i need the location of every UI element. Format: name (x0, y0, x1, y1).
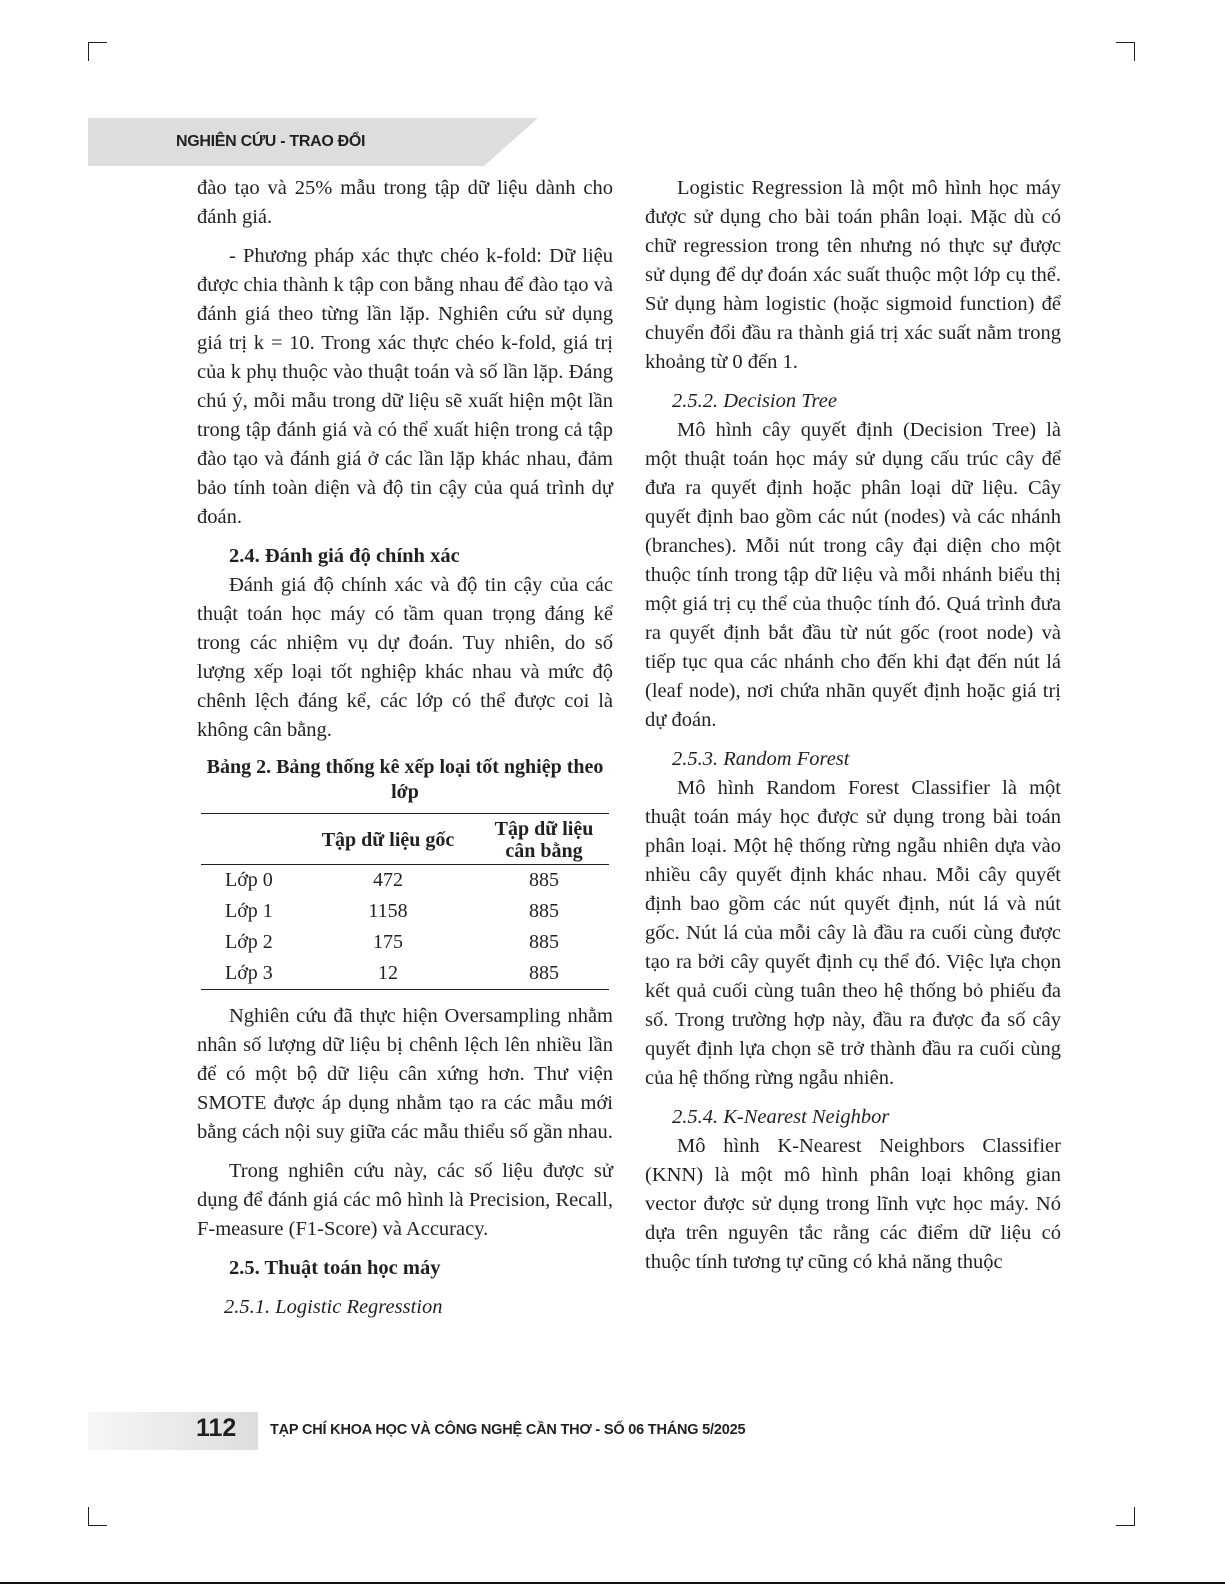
paragraph-random-forest: Mô hình Random Forest Classifier là một thuật toán máy học được sử dụng trong bài toán phân loại. Một hệ thống rừng ngẫu nhiên dựa vào nhiều cây quyết định khác nhau. Mỗi cây quyết định bao gồm các nút quyết định, nút lá và nút gốc. Nút lá của mỗi cây là đầu ra cuối cùng được tạo ra bởi cây quyết định cụ thể đó. Việc lựa chọn kết quả cuối cùng tuân theo hệ thống bỏ phiếu đa số. Trong trường hợp này, đầu ra được đa số cây quyết định lựa chọn sẽ trở thành đầu ra cuối cùng của hệ thống rừng ngẫu nhiên. (645, 777, 1061, 1089)
crop-mark-bottom-left (88, 1507, 107, 1526)
graduation-table (201, 813, 609, 990)
paragraph-oversampling: Nghiên cứu đã thực hiện Oversampling nhằm nhân số lượng dữ liệu bị chênh lệch lên nhiều lần để có một bộ dữ liệu cân xứng hơn. Thư viện SMOTE được áp dụng nhằm tạo ra các mẫu mới bằng cách nội suy giữa các mẫu thiểu số gần nhau. (197, 1005, 613, 1143)
heading-2-4: 2.4. Đánh giá độ chính xác (229, 545, 460, 567)
table-cell: Lớp 3 (225, 962, 273, 984)
crop-mark-top-left (88, 42, 107, 61)
table-cell: Lớp 2 (225, 931, 273, 953)
table-caption: Bảng 2. Bảng thống kê xếp loại tốt nghiệp theo lớp (206, 756, 604, 803)
heading-2-5-1: 2.5.1. Logistic Regresstion (224, 1296, 443, 1318)
paragraph-accuracy: Đánh giá độ chính xác và độ tin cậy của các thuật toán học máy có tầm quan trọng đáng kể trong các nhiệm vụ dự đoán. Tuy nhiên, do số lượng xếp loại tốt nghiệp khác nhau và mức độ chênh lệch đáng kể, các lớp có thể được coi là không cân bằng. (197, 574, 613, 741)
paragraph-continued: đào tạo và 25% mẫu trong tập dữ liệu dành cho đánh giá. (197, 177, 613, 228)
crop-mark-bottom-right (1116, 1507, 1135, 1526)
table-cell: Lớp 1 (225, 900, 273, 922)
table-cell: 1158 (368, 900, 408, 922)
table-header-cell: Tập dữ liệu cân bằng (494, 818, 594, 862)
table-row (201, 927, 609, 958)
table-cell: 175 (373, 931, 403, 953)
journal-title: TẠP CHÍ KHOA HỌC VÀ CÔNG NGHỆ CẦN THƠ - SỐ 06 THÁNG 5/2025 (270, 1422, 746, 1438)
crop-mark-top-right (1116, 42, 1135, 61)
paragraph-logistic: Logistic Regression là một mô hình học máy được sử dụng cho bài toán phân loại. Mặc dù có chữ regression trong tên nhưng nó thực sự được sử dụng để dự đoán xác suất thuộc một lớp cụ thể. Sử dụng hàm logistic (hoặc sigmoid function) để chuyển đổi đầu ra thành giá trị xác suất nằm trong khoảng từ 0 đến 1. (645, 177, 1061, 373)
paragraph-metrics: Trong nghiên cứu này, các số liệu được sử dụng để đánh giá các mô hình là Precision, Recall, F-measure (F1-Score) và Accuracy. (197, 1160, 613, 1240)
heading-2-5-2: 2.5.2. Decision Tree (672, 390, 837, 412)
paragraph-decision-tree: Mô hình cây quyết định (Decision Tree) là một thuật toán học máy sử dụng cấu trúc cây để đưa ra quyết định hoặc phân loại dữ liệu. Cây quyết định bao gồm các nút (nodes) và các nhánh (branches). Mỗi nút trong cây đại diện cho một thuộc tính trong tập dữ liệu và mỗi nhánh biểu thị một giá trị cụ thể của thuộc tính đó. Quá trình đưa ra quyết định bắt đầu từ nút gốc (root node) và tiếp tục qua các nhánh cho đến khi đạt đến nút lá (leaf node), nơi chứa nhãn quyết định hoặc giá trị dự đoán. (645, 419, 1061, 731)
paragraph-kfold: - Phương pháp xác thực chéo k-fold: Dữ liệu được chia thành k tập con bằng nhau để đào tạo và đánh giá theo từng lần lặp. Nghiên cứu sử dụng giá trị k = 10. Trong xác thực chéo k-fold, giá trị của k phụ thuộc vào thuật toán và số lần lặp. Đáng chú ý, mỗi mẫu trong dữ liệu sẽ xuất hiện một lần trong tập đánh giá và có thể xuất hiện trong cả tập đào tạo và đánh giá ở các lần lặp khác nhau, đảm bảo tính toàn diện và độ tin cậy của quá trình dự đoán. (197, 245, 613, 528)
table-cell: 12 (378, 962, 398, 984)
table-row (201, 896, 609, 927)
bottom-edge-rule (0, 1582, 1225, 1584)
heading-2-5-3: 2.5.3. Random Forest (672, 748, 850, 770)
section-label: NGHIÊN CỨU - TRAO ĐỔI (176, 133, 366, 150)
table-cell: 885 (529, 869, 559, 891)
table-row (201, 958, 609, 990)
table-cell: 885 (529, 900, 559, 922)
table-header-row (201, 814, 609, 865)
page-number: 112 (196, 1414, 237, 1442)
table-header-cell: Tập dữ liệu gốc (321, 829, 455, 851)
table-header-cell (201, 814, 297, 865)
table-cell: 885 (529, 962, 559, 984)
left-column (197, 174, 613, 1322)
table-row (201, 865, 609, 897)
table-cell: Lớp 0 (225, 869, 273, 891)
paragraph-knn: Mô hình K-Nearest Neighbors Classifier (KNN) là một mô hình phân loại không gian vector được sử dụng trong lĩnh vực học máy. Nó dựa trên nguyên tắc rằng các điểm dữ liệu có thuộc tính tương tự cũng có khả năng thuộc (645, 1135, 1061, 1273)
heading-2-5: 2.5. Thuật toán học máy (229, 1257, 441, 1279)
table-cell: 885 (529, 931, 559, 953)
table-cell: 472 (373, 869, 403, 891)
right-column (645, 174, 1061, 1277)
heading-2-5-4: 2.5.4. K-Nearest Neighbor (672, 1106, 890, 1128)
